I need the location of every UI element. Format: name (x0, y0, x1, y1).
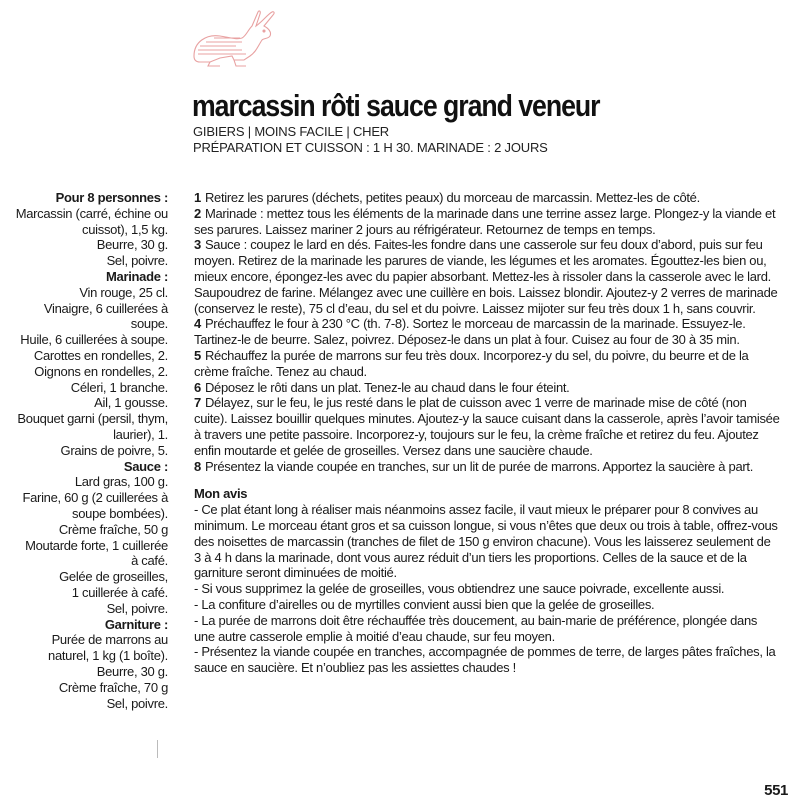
ingredient-line: Beurre, 30 g. (96, 663, 168, 679)
recipe-meta (193, 124, 548, 156)
ingredient-line: Bouquet garni (persil, thym, (17, 411, 168, 427)
ingredient-line: Vin rouge, 25 cl. (79, 284, 168, 300)
ingredient-line: soupe. (130, 316, 168, 332)
step-number: 1 (194, 190, 201, 205)
instructions (194, 190, 780, 676)
step-6 (194, 380, 780, 396)
step-text: Sauce : coupez le lard en dés. Faites-les fondre dans une casserole sur feu doux d’abord, puis sur feu moyen. Retirez de la marinade les parures de viande, les légumes et les aromates. Égouttez-les bien ou, mieux encore, épongez-les avec du papier absorbant. Mettez-les à rissoler dans la casserole avec le lard. Saupoudrez de farine. Mélangez avec une cuillère en bois. Laissez blondir. Ajoutez-y 2 verres de marinade (conservez le reste), 75 cl d’eau, du sel et du poivre. Laissez mijoter sur feu très doux 1 h, sans couvrir. (194, 237, 778, 316)
ingredient-heading: Marinade : (105, 268, 168, 284)
avis-item: - Présentez la viande coupée en tranches, accompagnée de pommes de terre, de larges pâtes fraîches, la sauce en saucière. Et n’oubliez pas les assiettes chaudes ! (194, 644, 776, 676)
step-text: Déposez le rôti dans un plat. Tenez-le au chaud dans le four éteint. (204, 379, 570, 395)
step-1 (194, 190, 780, 206)
ingredient-line: Céleri, 1 branche. (70, 379, 168, 395)
ingredient-line: à café. (131, 553, 168, 569)
step-number: 6 (194, 379, 201, 395)
mon-avis-list (194, 502, 780, 676)
ingredient-line: soupe bombées). (72, 505, 168, 521)
step-number: 5 (194, 347, 201, 363)
step-text: Préchauffez le four à 230 °C (th. 7-8). Sortez le morceau de marcassin de la marinade. Essuyez-le. Tartinez-le de beurre. Salez, poivrez. Déposez-le dans un plat à four. Cuisez au four de 30 à 35 min. (194, 316, 746, 348)
ingredient-heading: Sauce : (123, 458, 168, 474)
ingredient-line: Purée de marrons au (51, 632, 168, 648)
step-text: Réchauffez la purée de marrons sur feu très doux. Incorporez-y du sel, du poivre, du beurre et de la crème fraîche. Tenez au chaud. (194, 347, 749, 379)
ingredient-heading: Pour 8 personnes : (55, 190, 168, 205)
ingredient-line: Beurre, 30 g. (96, 237, 168, 253)
ingredient-line: Gelée de groseilles, (59, 569, 168, 585)
ingredient-line: cuissot), 1,5 kg. (82, 221, 168, 237)
step-7 (194, 395, 780, 458)
ingredient-line: Moutarde forte, 1 cuillerée (25, 537, 168, 553)
recipe-category: GIBIERS | MOINS FACILE | CHER (193, 124, 389, 139)
ingredient-line: Ail, 1 gousse. (94, 395, 168, 411)
mon-avis-title: Mon avis (194, 486, 248, 502)
avis-item: - La purée de marrons doit être réchauffée très doucement, au bain-marie de préférence, plongée dans une autre casserole emplie à moitié d’eau chaude, sur feu moyen. (194, 612, 758, 644)
ingredient-line: Marcassin (carré, échine ou (15, 205, 168, 221)
ingredient-line: Crème fraîche, 50 g (58, 521, 168, 537)
step-text: Retirez les parures (déchets, petites peaux) du morceau de marcassin. Mettez-les de côté. (204, 190, 700, 205)
step-number: 2 (194, 205, 201, 221)
ingredient-line: Sel, poivre. (106, 695, 168, 711)
avis-item: - Ce plat étant long à réaliser mais néanmoins assez facile, il vaut mieux le préparer pour 8 convives au minimum. Le morceau étant gros et sa cuisson longue, si vous n’êtes que deux ou trois à table, offrez-vous des noisettes de marcassin (tranches de filet de 150 g environ chacune). Vous les laisserez seulement de 3 à 4 h dans la marinade, dont vous aurez réduit d’un tiers les proportions. Celles de la sauce et de la garniture seront diminuées de moitié. (194, 502, 778, 581)
step-text: Marinade : mettez tous les éléments de la marinade dans une terrine assez large. Plongez-y la viande et ses parures. Laissez mariner 2 jours au réfrigérateur. Retournez de temps en temps. (194, 205, 776, 237)
ingredient-line: laurier), 1. (113, 426, 168, 442)
ingredient-line: Huile, 6 cuillerées à soupe. (20, 332, 168, 348)
step-number: 7 (194, 395, 201, 411)
hare-icon (186, 6, 282, 70)
recipe-timing: PRÉPARATION ET CUISSON : 1 H 30. MARINADE : 2 JOURS (193, 140, 548, 155)
ingredient-line: Grains de poivre, 5. (60, 442, 168, 458)
step-text: Présentez la viande coupée en tranches, sur un lit de purée de marrons. Apportez la saucière à part. (204, 458, 754, 474)
ingredient-line: Sel, poivre. (106, 600, 168, 616)
recipe-title: marcassin rôti sauce grand veneur (192, 88, 600, 123)
avis-item: - La confiture d’airelles ou de myrtilles convient aussi bien que la gelée de groseilles. (194, 596, 655, 612)
page-number: 551 (764, 782, 788, 799)
step-text: Délayez, sur le feu, le jus resté dans le plat de cuisson avec 1 verre de marinade mise de côté (non cuite). Laissez bouillir quelques minutes. Ajoutez-y la sauce cuisant dans la casserole, après l’avoir tamisée à travers une petite passoire. Incorporez-y, toujours sur le feu, la crème fraîche et retirez du feu. Ajoutez enfin moutarde et gelée de groseilles. Versez dans une saucière chaude. (194, 395, 780, 458)
mon-avis-section (194, 486, 780, 676)
steps-list (194, 190, 780, 474)
ingredient-line: naturel, 1 kg (1 boîte). (48, 648, 168, 664)
ingredient-line: Vinaigre, 6 cuillerées à (43, 300, 168, 316)
step-number: 3 (194, 237, 201, 253)
step-3 (194, 237, 780, 316)
ingredient-line: Sel, poivre. (106, 253, 168, 269)
ingredients-list (0, 190, 168, 711)
ingredient-line: Carottes en rondelles, 2. (33, 347, 168, 363)
ingredient-line: Lard gras, 100 g. (74, 474, 168, 490)
step-5 (194, 348, 780, 380)
step-number: 8 (194, 458, 201, 474)
step-2 (194, 206, 780, 238)
ingredient-line: Farine, 60 g (2 cuillerées à (22, 490, 168, 506)
ingredient-line: Crème fraîche, 70 g (58, 679, 168, 695)
ingredient-line: 1 cuillerée à café. (71, 584, 168, 600)
step-4 (194, 316, 780, 348)
ingredient-heading: Garniture : (104, 616, 168, 632)
avis-item: - Si vous supprimez la gelée de groseilles, vous obtiendrez une sauce poivrade, excellente aussi. (194, 581, 725, 597)
step-8 (194, 459, 780, 475)
ingredient-line: Oignons en rondelles, 2. (34, 363, 168, 379)
step-number: 4 (194, 316, 201, 332)
margin-tick (157, 740, 158, 758)
